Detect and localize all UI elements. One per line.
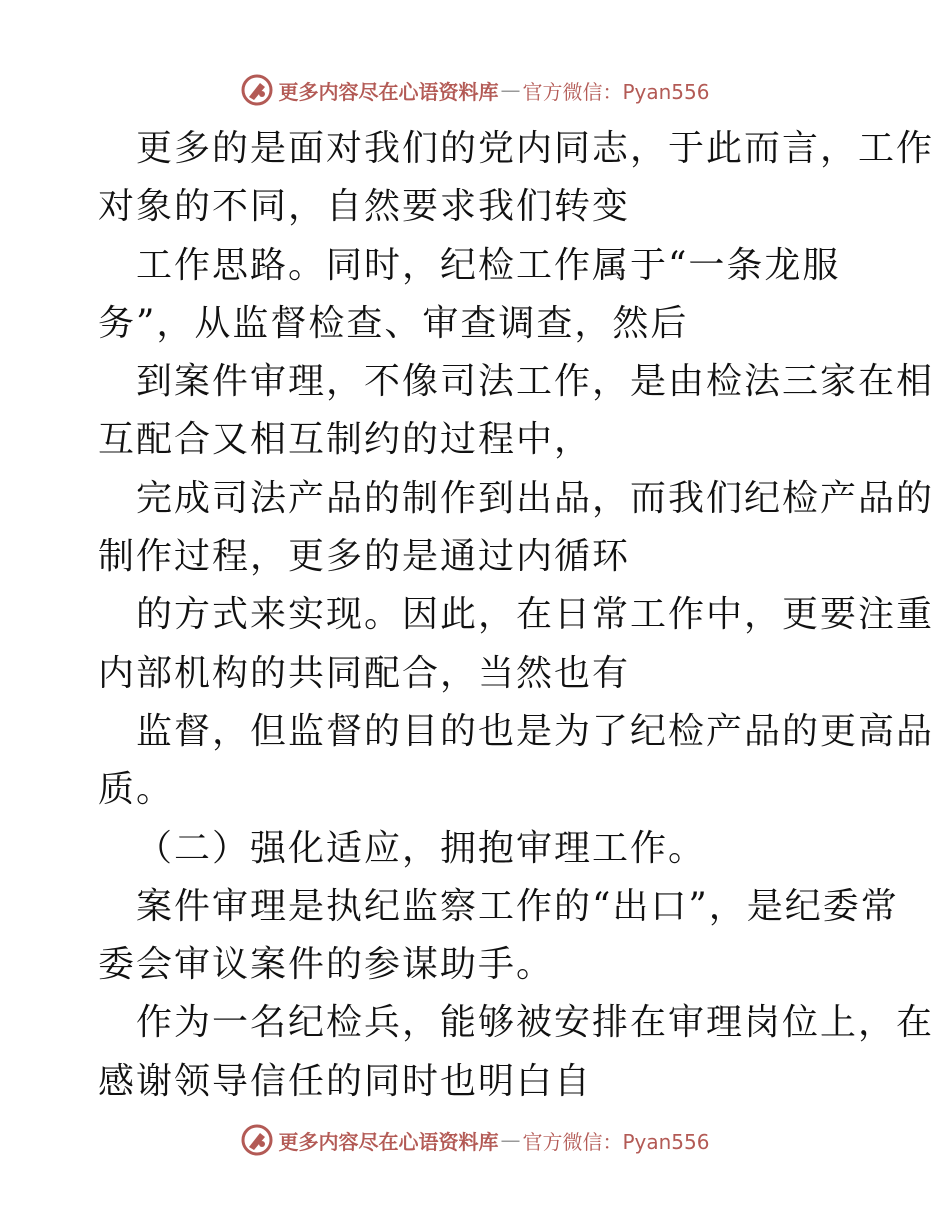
watermark-dash: — — [500, 1128, 521, 1152]
body-line: 案件审理是执纪监察工作的“出口”，是纪委常 — [136, 885, 899, 927]
body-line: 务”，从监督检查、审查调查，然后 — [98, 302, 689, 344]
body-line: 质。 — [98, 769, 175, 811]
document-body — [98, 120, 935, 1111]
watermark-wechat-text: 官方微信：Pyan556 — [522, 1129, 710, 1154]
body-line: 内部机构的共同配合，当然也有 — [98, 652, 631, 694]
body-line: 作为一名纪检兵，能够被安排在审理岗位上，在 — [136, 1002, 935, 1044]
watermark-dash: — — [500, 78, 521, 102]
body-line: 更多的是面对我们的党内同志，于此而言，工作 — [136, 128, 935, 169]
body-line: 完成司法产品的制作到出品，而我们纪检产品的 — [136, 477, 935, 519]
body-line: 互配合又相互制约的过程中， — [98, 419, 593, 461]
watermark-main-text: 更多内容尽在心语资料库 — [278, 79, 499, 104]
body-line: 委会审议案件的参谋助手。 — [98, 944, 555, 986]
body-line: 工作思路。同时，纪检工作属于“一条龙服 — [136, 244, 841, 286]
body-line: 制作过程，更多的是通过内循环 — [98, 536, 631, 578]
body-line: 监督，但监督的目的也是为了纪检产品的更高品 — [136, 710, 935, 752]
watermark-main-text: 更多内容尽在心语资料库 — [278, 1129, 499, 1154]
pen-logo-icon — [240, 73, 274, 107]
body-line: 到案件审理，不像司法工作，是由检法三家在相 — [136, 361, 935, 403]
body-line: 感谢领导信任的同时也明白自 — [98, 1060, 593, 1102]
body-line: 对象的不同，自然要求我们转变 — [98, 186, 631, 228]
section-heading: （二）强化适应，拥抱审理工作。 — [136, 827, 707, 869]
header-watermark — [0, 70, 950, 110]
footer-watermark — [0, 1120, 950, 1160]
pen-logo-icon — [240, 1123, 274, 1157]
body-line: 的方式来实现。因此，在日常工作中，更要注重 — [136, 594, 935, 636]
watermark-wechat-text: 官方微信：Pyan556 — [522, 79, 710, 104]
